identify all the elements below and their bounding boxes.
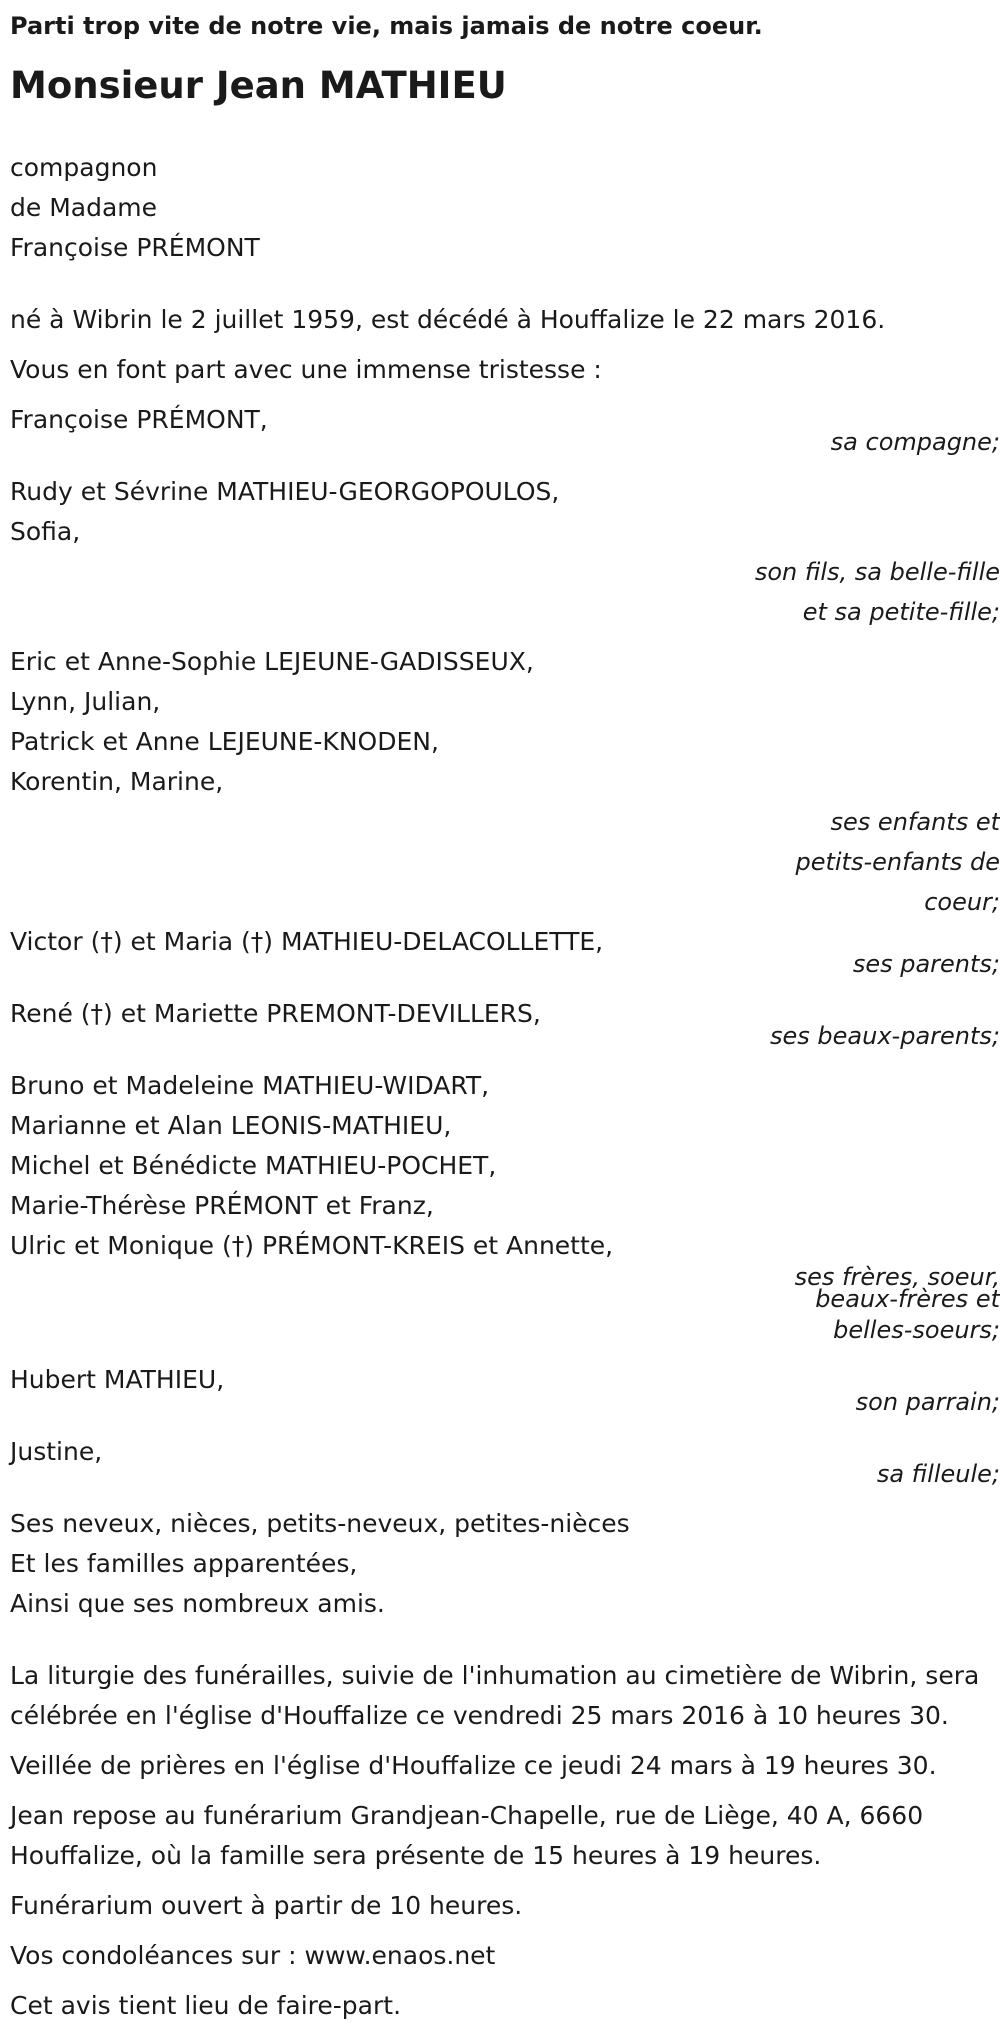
family-names: Marie-Thérèse PRÉMONT et Franz, bbox=[10, 1191, 434, 1220]
family-group bbox=[10, 1066, 1000, 1350]
family-names: Sofia, bbox=[10, 517, 81, 546]
extended-line: Et les familles apparentées, bbox=[10, 1549, 358, 1578]
family-names: Rudy et Sévrine MATHIEU-GEORGOPOULOS, bbox=[10, 477, 560, 506]
family-relation: ses enfants et bbox=[830, 808, 1000, 836]
family-group bbox=[10, 994, 1000, 1056]
family-relation: et sa petite-fille; bbox=[802, 598, 1000, 626]
family-relation: belles-soeurs; bbox=[833, 1316, 1000, 1344]
family-relation: son parrain; bbox=[855, 1388, 1000, 1416]
family-relation: ses parents; bbox=[852, 950, 1000, 978]
family-names: Michel et Bénédicte MATHIEU-POCHET, bbox=[10, 1151, 497, 1180]
family-names: Lynn, Julian, bbox=[10, 687, 161, 716]
tagline: Parti trop vite de notre vie, mais jamais de notre coeur. bbox=[10, 12, 763, 40]
family-group bbox=[10, 1360, 1000, 1422]
family-names: Françoise PRÉMONT, bbox=[10, 405, 268, 434]
family-names: Korentin, Marine, bbox=[10, 767, 224, 796]
extended-line: Ses neveux, nièces, petits-neveux, petites-nièces bbox=[10, 1509, 630, 1538]
family-relation: beaux-frères et bbox=[815, 1285, 1000, 1313]
family-names: Eric et Anne-Sophie LEJEUNE-GADISSEUX, bbox=[10, 647, 534, 676]
birth-death-line: né à Wibrin le 2 juillet 1959, est décédé à Houffalize le 22 mars 2016. bbox=[10, 305, 886, 334]
family-names: Bruno et Madeleine MATHIEU-WIDART, bbox=[10, 1071, 490, 1100]
extended-line: Ainsi que ses nombreux amis. bbox=[10, 1589, 385, 1618]
extended-family bbox=[10, 1504, 1000, 1624]
family-names: Marianne et Alan LEONIS-MATHIEU, bbox=[10, 1111, 452, 1140]
companion-line: compagnon bbox=[10, 153, 158, 182]
condolences-line: Vos condoléances sur : www.enaos.net bbox=[10, 1941, 496, 1970]
family-relation: ses beaux-parents; bbox=[770, 1022, 1000, 1050]
family-names: Patrick et Anne LEJEUNE-KNODEN, bbox=[10, 727, 439, 756]
family-group bbox=[10, 642, 1000, 922]
family-relation: son fils, sa belle-fille bbox=[754, 558, 1000, 586]
companion-line: de Madame bbox=[10, 193, 158, 222]
family-relation: sa filleule; bbox=[876, 1460, 1000, 1488]
family-group bbox=[10, 922, 1000, 984]
vigil-line: Veillée de prières en l'église d'Houffalize ce jeudi 24 mars à 19 heures 30. bbox=[10, 1751, 937, 1780]
companion-block bbox=[10, 148, 1000, 268]
family-relation: coeur; bbox=[924, 888, 1000, 916]
funerarium-paragraph: Jean repose au funérarium Grandjean-Chapelle, rue de Liège, 40 A, 6660 Houffalize, où la famille sera présente de 15 heures à 19 heures. bbox=[10, 1801, 924, 1870]
opening-line: Funérarium ouvert à partir de 10 heures. bbox=[10, 1891, 523, 1920]
family-names: Ulric et Monique (†) PRÉMONT-KREIS et Annette, bbox=[10, 1231, 614, 1260]
family-names: Victor (†) et Maria (†) MATHIEU-DELACOLLETTE, bbox=[10, 927, 604, 956]
family-relation: sa compagne; bbox=[830, 428, 1000, 456]
family-relation: petits-enfants de bbox=[795, 848, 1000, 876]
announce-line: Vous en font part avec une immense tristesse : bbox=[10, 355, 602, 384]
family-names: Hubert MATHIEU, bbox=[10, 1365, 225, 1394]
deceased-name: Monsieur Jean MATHIEU bbox=[10, 64, 507, 107]
family-names: René (†) et Mariette PREMONT-DEVILLERS, bbox=[10, 999, 541, 1028]
family-relation: ses frères, soeur, bbox=[794, 1263, 1000, 1291]
funeral-paragraph: La liturgie des funérailles, suivie de l'inhumation au cimetière de Wibrin, sera célébrée en l'église d'Houffalize ce vendredi 25 mars 2016 à 10 heures 30. bbox=[10, 1661, 980, 1730]
family-group bbox=[10, 1432, 1000, 1494]
closing-line: Cet avis tient lieu de faire-part. bbox=[10, 1991, 402, 2020]
family-names: Justine, bbox=[10, 1437, 103, 1466]
companion-line: Françoise PRÉMONT bbox=[10, 233, 260, 262]
family-group bbox=[10, 472, 1000, 632]
family-group bbox=[10, 400, 1000, 462]
